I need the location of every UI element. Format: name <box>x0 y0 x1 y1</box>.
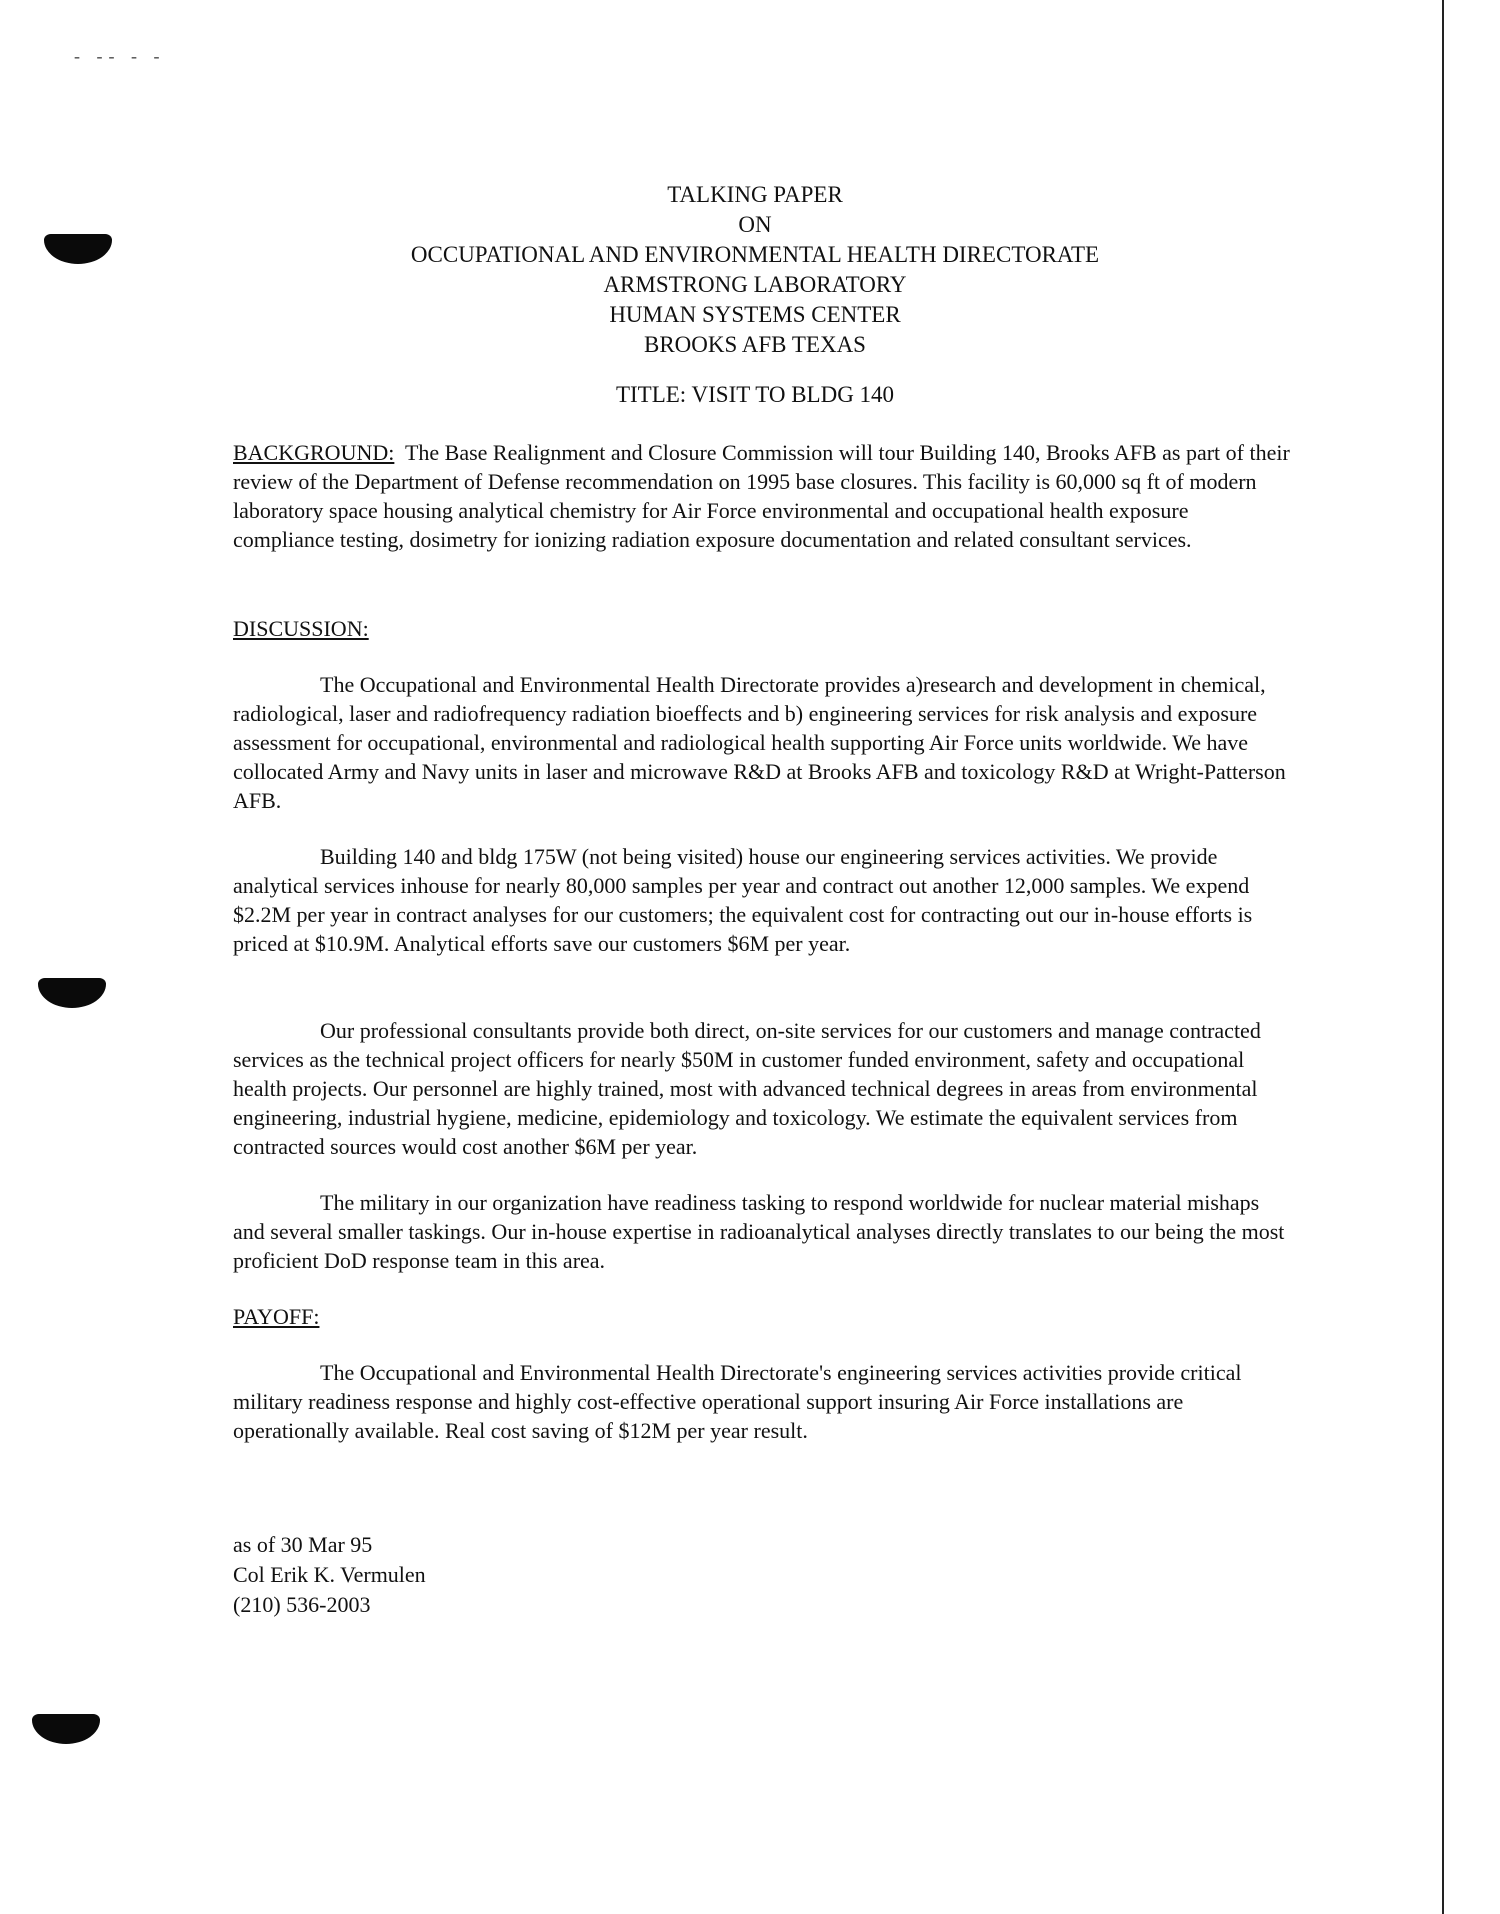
payoff-heading: PAYOFF: <box>233 1304 320 1329</box>
payoff-paragraph-text: The Occupational and Environmental Health Directorate's engineering services activities provide critical military readiness response and highly cost-effective operational support insuring Air Force installations are operationally available. Real cost saving of $12M per year result. <box>233 1360 1242 1443</box>
header-line: ARMSTRONG LABORATORY <box>603 272 907 297</box>
discussion-paragraph <box>233 1016 1293 1161</box>
signature-block <box>233 1530 426 1620</box>
punch-hole-bottom <box>32 1714 100 1744</box>
signature-name: Col Erik K. Vermulen <box>233 1562 426 1587</box>
document-header <box>240 180 1270 360</box>
background-heading: BACKGROUND: <box>233 440 395 465</box>
document-title: TITLE: VISIT TO BLDG 140 <box>615 382 895 407</box>
discussion-heading: DISCUSSION: <box>233 616 369 641</box>
header-line: BROOKS AFB TEXAS <box>644 332 866 357</box>
punch-hole-top <box>44 234 112 264</box>
discussion-paragraph <box>233 1188 1293 1275</box>
header-line: ON <box>738 212 772 237</box>
header-line: OCCUPATIONAL AND ENVIRONMENTAL HEALTH DIRECTORATE <box>410 242 1100 267</box>
discussion-paragraph-text: The Occupational and Environmental Health Directorate provides a)research and development in chemical, radiological, laser and radiofrequency radiation bioeffects and b) engineering services for risk analysis and exposure assessment for occupational, environmental and radiological health supporting Air Force units worldwide. We have collocated Army and Navy units in laser and microwave R&D at Brooks AFB and toxicology R&D at Wright-Patterson AFB. <box>233 672 1286 813</box>
header-line: TALKING PAPER <box>667 182 843 207</box>
page-edge-line <box>1442 0 1444 1914</box>
signature-date: as of 30 Mar 95 <box>233 1532 373 1557</box>
background-section <box>233 438 1293 554</box>
payoff-paragraph <box>233 1358 1293 1445</box>
punch-hole-middle <box>38 978 106 1008</box>
discussion-paragraph <box>233 842 1293 958</box>
scan-specks: - ‑‐ - - <box>74 46 166 66</box>
header-line: HUMAN SYSTEMS CENTER <box>609 302 901 327</box>
signature-phone: (210) 536-2003 <box>233 1592 371 1617</box>
payoff-heading-wrap <box>233 1302 1293 1331</box>
discussion-heading-wrap <box>233 614 1293 643</box>
discussion-paragraph-text: Our professional consultants provide both direct, on-site services for our customers and manage contracted services as the technical project officers for nearly $50M in customer funded environment, safety and occupational health projects. Our personnel are highly trained, most with advanced technical degrees in areas from environmental engineering, industrial hygiene, medicine, epidemiology and toxicology. We estimate the equivalent services from contracted sources would cost another $6M per year. <box>233 1018 1261 1159</box>
discussion-paragraph <box>233 670 1293 815</box>
background-text: The Base Realignment and Closure Commission will tour Building 140, Brooks AFB as part of their review of the Department of Defense recommendation on 1995 base closures. This facility is 60,000 sq ft of modern laboratory space housing analytical chemistry for Air Force environmental and occupational health exposure compliance testing, dosimetry for ionizing radiation exposure documentation and related consultant services. <box>233 440 1290 552</box>
discussion-paragraph-text: The military in our organization have readiness tasking to respond worldwide for nuclear material mishaps and several smaller taskings. Our in-house expertise in radioanalytical analyses directly translates to our being the most proficient DoD response team in this area. <box>233 1190 1285 1273</box>
discussion-paragraph-text: Building 140 and bldg 175W (not being visited) house our engineering services activities. We provide analytical services inhouse for nearly 80,000 samples per year and contract out another 12,000 samples. We expend $2.2M per year in contract analyses for our customers; the equivalent cost for contracting out our in-house efforts is priced at $10.9M. Analytical efforts save our customers $6M per year. <box>233 844 1253 956</box>
